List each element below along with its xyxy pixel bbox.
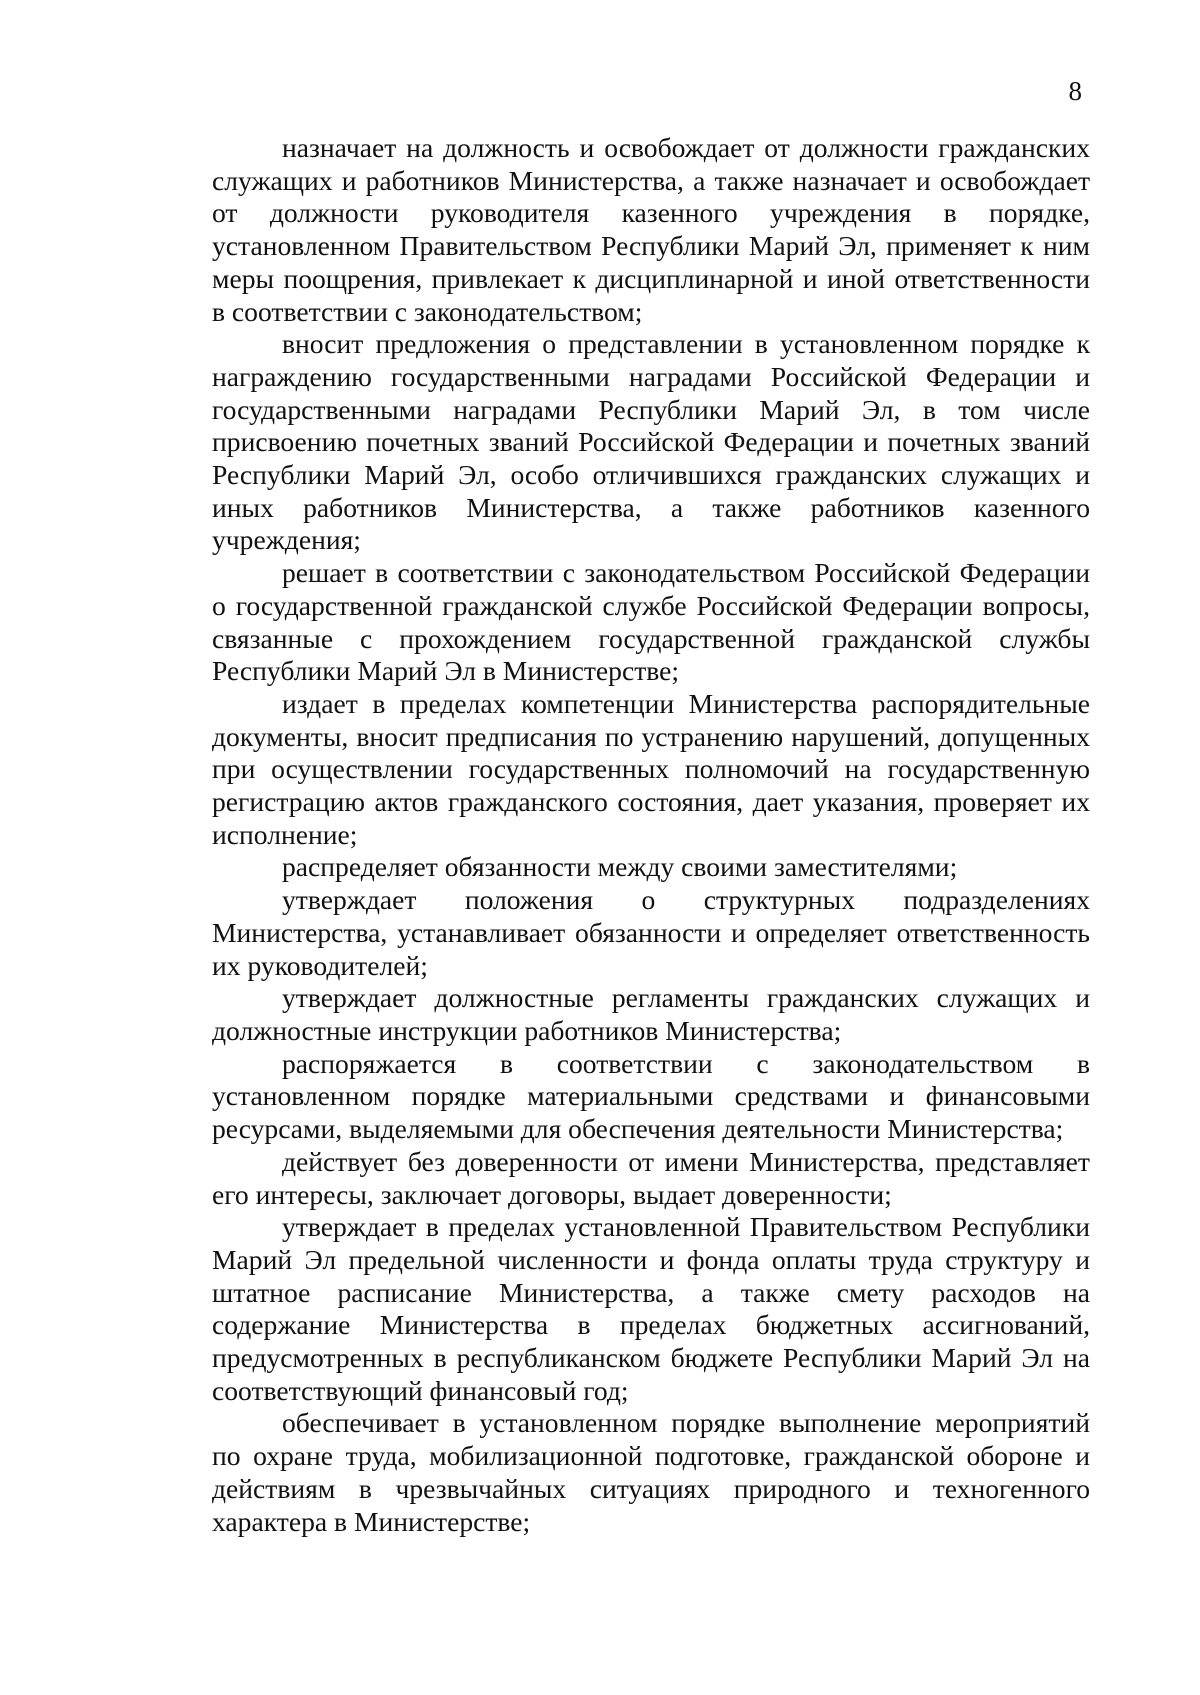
document-body: [212, 132, 1090, 1538]
paragraph: действует без доверенности от имени Министерства, представляет его интересы, заключает договоры, выдает доверенности;: [212, 1145, 1090, 1210]
paragraph: обеспечивает в установленном порядке выполнение мероприятий по охране труда, мобилизационной подготовке, гражданской обороне и действиям в чрезвычайных ситуациях природного и техногенного характера в Министерстве;: [212, 1407, 1090, 1537]
paragraph: утверждает положения о структурных подразделениях Министерства, устанавливает обязанности и определяет ответственность их руководителей;: [212, 884, 1090, 981]
paragraph: назначает на должность и освобождает от должности гражданских служащих и работников Министерства, а также назначает и освобождает от должности руководителя казенного учреждения в порядке, установленном Правительством Республики Марий Эл, применяет к ним меры поощрения, привлекает к дисциплинарной и иной ответственности в соответствии с законодательством;: [212, 132, 1090, 327]
paragraph: издает в пределах компетенции Министерства распорядительные документы, вносит предписания по устранению нарушений, допущенных при осуществлении государственных полномочий на государственную регистрацию актов гражданского состояния, дает указания, проверяет их исполнение;: [212, 687, 1090, 850]
paragraph: утверждает должностные регламенты гражданских служащих и должностные инструкции работников Министерства;: [212, 982, 1090, 1046]
paragraph: решает в соответствии с законодательством Российской Федерации о государственной гражданской службе Российской Федерации вопросы, связанные с прохождением государственной гражданской службы Республики Марий Эл в Министерстве;: [212, 557, 1090, 687]
paragraph: вносит предложения о представлении в установленном порядке к награждению государственными наградами Российской Федерации и государственными наградами Республики Марий Эл, в том числе присвоению почетных званий Российской Федерации и почетных званий Республики Марий Эл, особо отличившихся гражданских служащих и иных работников Министерства, а также работников казенного учреждения;: [212, 328, 1090, 556]
paragraph: распоряжается в соответствии с законодательством в установленном порядке материальными средствами и финансовыми ресурсами, выделяемыми для обеспечения деятельности Министерства;: [212, 1047, 1090, 1145]
paragraph: распределяет обязанности между своими заместителями;: [282, 851, 958, 883]
page-number: 8: [1068, 76, 1082, 106]
paragraph: утверждает в пределах установленной Правительством Республики Марий Эл предельной численности и фонда оплаты труда структуру и штатное расписание Министерства, а также смету расходов на содержание Министерства в пределах бюджетных ассигнований, предусмотренных в республиканском бюджете Республики Марий Эл на соответствующий финансовый год;: [212, 1211, 1090, 1406]
